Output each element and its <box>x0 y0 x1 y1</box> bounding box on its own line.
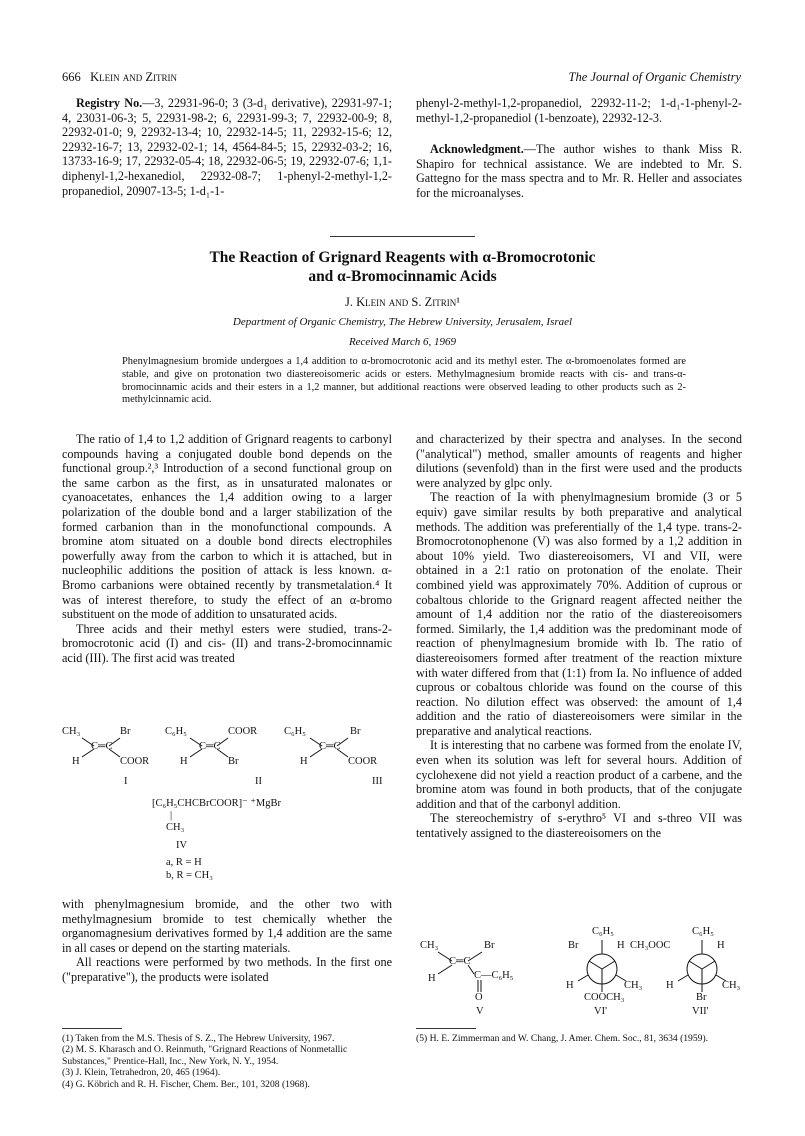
struct-v-bl: H <box>428 973 436 984</box>
body-right-column <box>416 432 742 841</box>
struct-v-label: V <box>476 1006 484 1017</box>
struct-i-br: COOR <box>120 756 150 767</box>
abstract: Phenylmagnesium bromide undergoes a 1,4 addition to α-bromocrotonic acid and its methyl ester. The α-bromoenolates formed are stable, and give on protonation two diastereoisomeric acids or esters. Methylmagnesium bromide reacts with cis- and trans-α-bromocinnamic acids and their esters in a 1,2 manner, but additional reactions were observed leading to other products such as 2-methylcinnamic acid. <box>122 356 686 406</box>
struct-iv-label: IV <box>176 840 188 851</box>
struct-vi-lr: CH₃ <box>624 980 643 991</box>
structure-iv <box>62 797 392 892</box>
paragraph-reaction-ia: The reaction of Ia with phenylmagnesium bromide (3 or 5 equiv) gave similar results by both preparative and analytical methods. The addition was preferentially of the 1,4 type. trans-2-Bromocrotonophenone (V) was also formed by a 1,2 addition in about 10% yield. Two diastereoisomers, VI and VII, were obtained in a 2:1 ratio on protonation of the enolate. Their combined yield was approximately 70%. Addition of cuprous or cobaltous chloride to the Grignard reagent affected neither the amount of 1,4 addition nor the ratio of the diastereoisomers formed. Similarly, the 1,4 addition was the predominant mode of reaction of phenylmagnesium bromide with Ib. The ratio of diastereoisomers formed after treatment of the reaction mixture with water differed from that (1:1) from Ia. No influence of added cuprous or cobaltous chloride was found on the course of this reaction. No dilution effect was observed: the amount of 1,4 addition and the ratio of diastereoisomers were similar in the preparative and analytical reactions. <box>416 490 742 738</box>
struct-vii-ur: H <box>717 940 725 951</box>
paragraph-carbene: It is interesting that no carbene was formed from the enolate IV, even when its solution was left for several hours. Addition of cyclohexene did not yield a reaction product of a carbene, and the bromine atom was found in both products, that of the conjugate addition and that of the carbonyl addition. <box>416 738 742 811</box>
struct-vi-ll: H <box>566 980 574 991</box>
paragraph-intro: The ratio of 1,4 to 1,2 addition of Grignard reagents to carbonyl compounds having a conjugated double bond depends on the functional group.²,³ Introduction of a second functional group on the same carbon as the first, as in unsaturated malonates or cyanoacetates, enhances the 1,4 addition owing to a larger polarization of the double bond and a larger stabilization of the formed carbanion than in the monofunctional compounds. A bromine atom situated on a double bond directs electrophiles powerfully away from the carbon to which it is attached, but in nucleophilic additions the position of attack is less known. α-Bromo carbanions were obtained recently by transmetalation.⁴ It was of interest therefore, to study the effect of an α-bromo substituent on the mode of addition to unsaturated acids. <box>62 432 392 622</box>
struct-iv-bond: | <box>170 810 173 821</box>
footnote-2: (2) M. S. Kharasch and O. Reinmuth, "Grignard Reactions of Nonmetallic Substances," Prentice-Hall, Inc., New York, N. Y., 1954. <box>62 1044 348 1067</box>
structures-row-1 <box>62 726 392 778</box>
acknowledgment-label: Acknowledgment. <box>430 142 524 157</box>
paragraph-acids: Three acids and their methyl esters were studied, trans-2-bromocrotonic acid (I) and cis- (II) and trans-2-bromocinnamic acid (III). The first acid was treated <box>62 621 392 665</box>
struct-ii-core: C═C <box>199 741 221 752</box>
struct-i-bl: H <box>72 756 80 767</box>
footnote-1: (1) Taken from the M.S. Thesis of S. Z., The Hebrew University, 1967. <box>62 1033 335 1044</box>
struct-vi-ul: Br <box>568 940 579 951</box>
footnote-3: (3) J. Klein, Tetrahedron, 20, 465 (1964). <box>62 1067 221 1079</box>
struct-vi-bottom: COOCH₃ <box>584 992 625 1003</box>
received-date: Received March 6, 1969 <box>348 336 457 348</box>
struct-iii-core: C═C <box>319 741 341 752</box>
struct-ii-tr: COOR <box>228 726 258 737</box>
top-right-column <box>416 96 742 201</box>
struct-ii-tl: C₆H₅ <box>165 726 187 737</box>
title-line-1: The Reaction of Grignard Reagents with α-Bromocrotonic <box>209 249 596 266</box>
title-line-2: and α-Bromocinnamic Acids <box>308 268 497 285</box>
struct-iii-bl: H <box>300 756 308 767</box>
struct-iv-b: b, R = CH₃ <box>166 870 213 881</box>
registry-label: Registry No. <box>76 96 143 110</box>
struct-v-oxygen: O <box>475 992 483 1003</box>
struct-i-label: I <box>124 776 128 787</box>
acknowledgment <box>416 142 742 200</box>
struct-iii-tr: Br <box>350 726 361 737</box>
body-left-column <box>62 432 392 666</box>
struct-iii-br: COOR <box>348 756 378 767</box>
page-number: 666 <box>62 70 81 84</box>
registry-numbers <box>62 96 392 198</box>
registry-text-right: phenyl-2-methyl-1,2-propanediol, 22932-11-2; 1-d₁-1-phenyl-2-methyl-1,2-propanediol (1-benzoate), 22932-12-3. <box>416 96 742 125</box>
running-authors: Klein and Zitrin <box>90 70 178 84</box>
struct-iv-sub: CH₃ <box>166 822 185 833</box>
struct-i-tl: CH₃ <box>62 726 81 737</box>
struct-iv-a: a, R = H <box>166 857 202 868</box>
article-title <box>60 248 745 286</box>
struct-vii-ll: H <box>666 980 674 991</box>
struct-vi-label: VI' <box>594 1006 607 1017</box>
footnotes-left <box>62 1033 392 1090</box>
struct-v-core: C═C <box>449 956 471 967</box>
paragraph-methods: All reactions were performed by two methods. In the first one ("preparative"), the products were isolated <box>62 955 392 984</box>
struct-iii-tl: C₆H₅ <box>284 726 306 737</box>
footnote-rule-left <box>62 1028 122 1029</box>
struct-v-tl: CH₃ <box>420 940 439 951</box>
section-divider <box>330 236 475 237</box>
struct-i-core: C═C <box>91 741 113 752</box>
struct-iii-label: III <box>372 776 383 787</box>
struct-i-tr: Br <box>120 726 131 737</box>
struct-ii-bl: H <box>180 756 188 767</box>
struct-vi-top: C₆H₅ <box>592 926 614 937</box>
struct-vii-bottom: Br <box>696 992 707 1003</box>
paragraph-stereochemistry: The stereochemistry of s-erythro⁵ VI and s-threo VII was tentatively assigned to the diastereoisomers on the <box>416 811 742 841</box>
running-header-left <box>62 70 177 85</box>
registry-text-left: —3, 22931-96-0; 3 (3-d₁ derivative), 22931-97-1; 4, 23031-06-3; 5, 22931-98-2; 6, 22931-99-3; 7, 22932-00-9; 8, 22932-01-0; 9, 22932-13-4; 10, 22932-14-5; 11, 22932-15-6; 12, 22932-16-7; 13, 22932-02-1; 14, 4564-84-5; 15, 22932-03-2; 16, 13733-16-9; 17, 22932-05-4; 18, 22932-06-5; 19, 22932-07-6; 1,1-diphenyl-1,2-hexanediol, 22932-08-7; 1-phenyl-2-methyl-1,2-propanediol, 20907-13-5; 1-d₁-1- <box>62 96 392 198</box>
struct-ii-br: Br <box>228 756 239 767</box>
struct-ii-label: II <box>255 776 262 787</box>
footnote-5: (5) H. E. Zimmerman and W. Chang, J. Amer. Chem. Soc., 81, 3634 (1959). <box>416 1033 709 1044</box>
struct-iv-formula: [C₆H₅CHCBrCOOR]⁻ ⁺MgBr <box>152 798 281 809</box>
struct-vi-ur: H <box>617 940 625 951</box>
structure-labels-row-1 <box>62 776 392 790</box>
journal-name: The Journal of Organic Chemistry <box>568 70 741 84</box>
struct-v-tr: Br <box>484 940 495 951</box>
structures-row-2 <box>416 922 746 1020</box>
footnote-rule-right <box>416 1028 476 1029</box>
struct-v-ketone: C—C₆H₅ <box>474 970 514 981</box>
affiliation: Department of Organic Chemistry, The Hebrew University, Jerusalem, Israel <box>232 316 573 328</box>
struct-vii-ul: CH₃OOC <box>630 940 671 951</box>
acknowledgment-text: —The author wishes to thank Miss R. Shapiro for technical assistance. We are indebted to Mr. S. Gattegno for the mass spectra and to Mr. R. Heller and associates for the microanalyses. <box>416 142 742 200</box>
paragraph-phenylmagnesium: with phenylmagnesium bromide, and the other two with methylmagnesium bromide to test chemically whether the organomagnesium derivatives formed by 1,4 addition are the same in all cases or depend on the starting materials. <box>62 897 392 955</box>
body-left-continued <box>62 897 392 985</box>
paragraph-analytical: and characterized by their spectra and analyses. In the second ("analytical") method, smaller amounts of reagents and higher dilutions (sevenfold) than in the first were used and the products were analyzed by glpc only. <box>416 432 742 490</box>
footnotes-right <box>416 1033 742 1044</box>
struct-vii-top: C₆H₅ <box>692 926 714 937</box>
struct-vii-lr: CH₃ <box>722 980 741 991</box>
footnote-4: (4) G. Köbrich and R. H. Fischer, Chem. Ber., 101, 3208 (1968). <box>62 1078 310 1090</box>
struct-vii-label: VII' <box>692 1006 709 1017</box>
article-authors: J. Klein and S. Zitrin¹ <box>345 295 460 309</box>
